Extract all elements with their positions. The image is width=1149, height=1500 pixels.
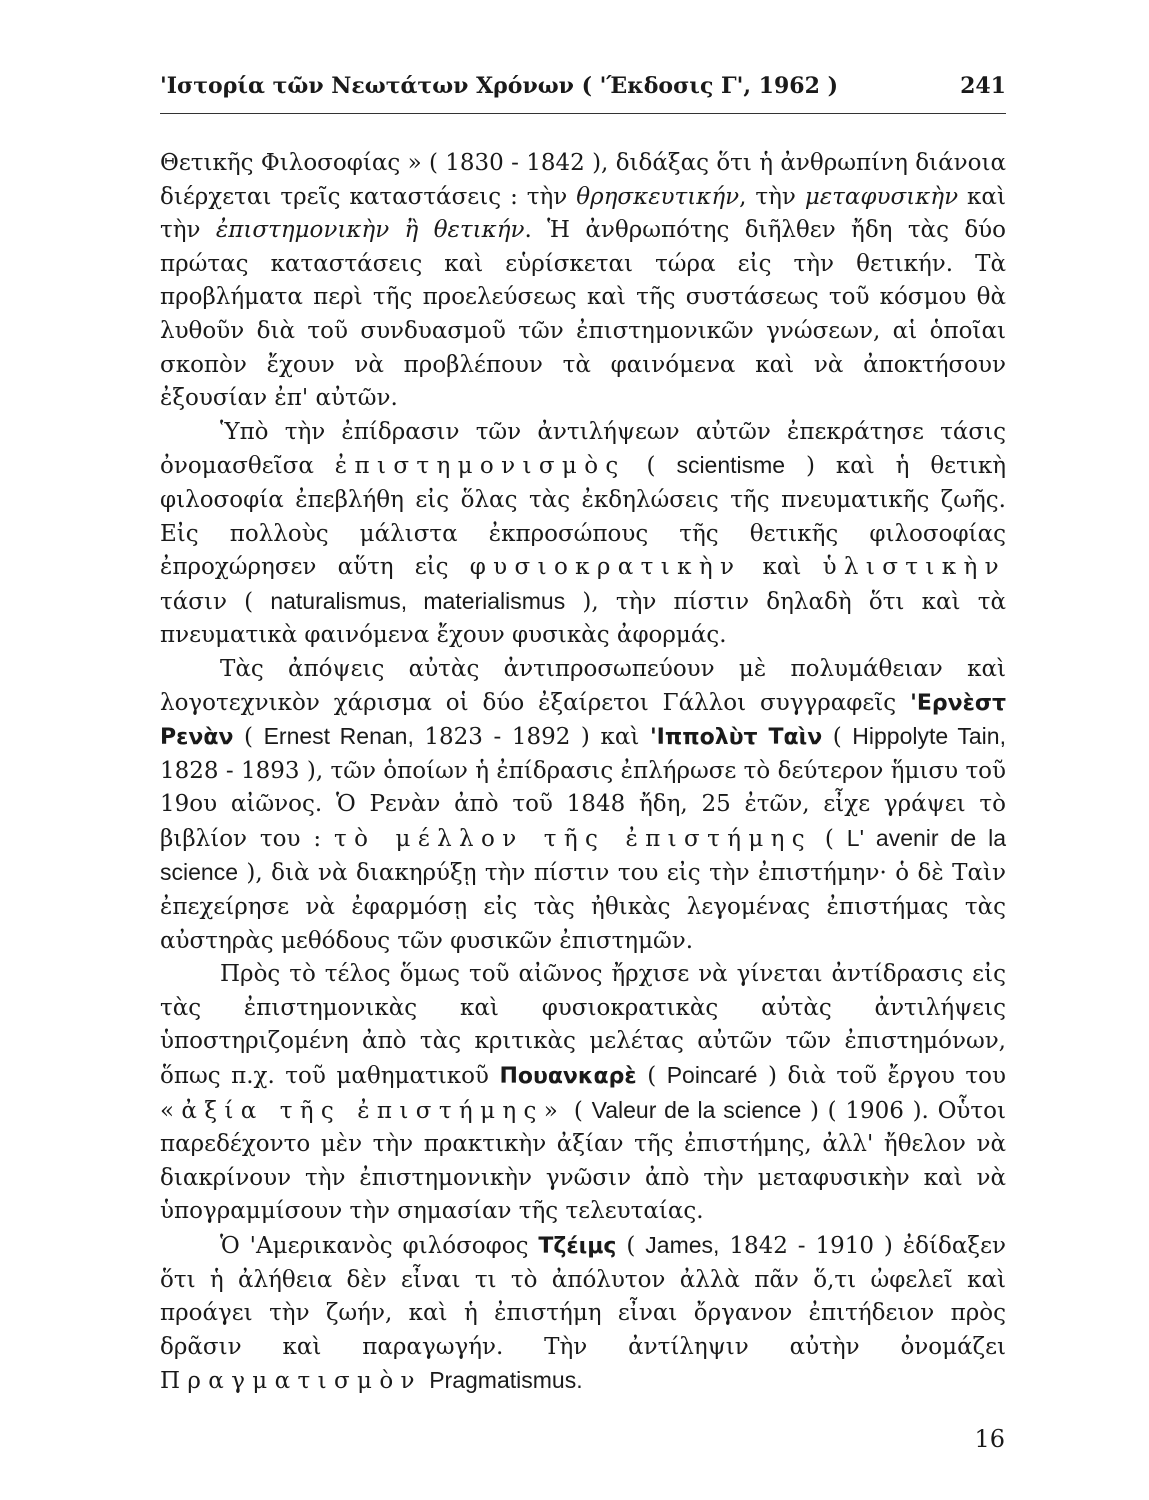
- text-run: 1823 - 1892 ) καὶ: [413, 724, 650, 751]
- spaced-term: τὸ μέλλον τῆς ἐπιστήμης: [334, 825, 813, 852]
- latin-term: L' avenir de la science: [160, 824, 1006, 886]
- text-run: (: [233, 724, 264, 751]
- text-run: καὶ τὴν: [160, 183, 1006, 244]
- latin-term: Pragmatismus.: [429, 1367, 583, 1394]
- paragraph: [160, 653, 1006, 958]
- text-run: (: [625, 453, 677, 480]
- spaced-term: φυσιοκρατικὴν: [469, 554, 742, 581]
- latin-term: Poincaré: [666, 1062, 758, 1089]
- text-run: Τὰς ἀπόψεις αὐτὰς ἀντιπροσωπεύουν μὲ πολυμάθειαν καὶ λογοτεχνικὸν χάρισμα οἱ δύο ἐξαίρετοι Γάλλοι συγγραφεῖς: [160, 655, 1006, 716]
- text-run: Ὁ 'Αμερικανὸς φιλόσοφος: [220, 1233, 539, 1259]
- text-run: Θετικῆς Φιλοσοφίας » ( 1830 - 1842 ), διδάξας ὅτι ἡ ἀνθρωπίνη διάνοια διέρχεται τρεῖς καταστάσεις : τὴν: [160, 150, 1006, 210]
- text-run: τάσιν (: [160, 588, 271, 615]
- text-run: (: [822, 724, 853, 751]
- spaced-term: ὑλιστικὴν: [822, 554, 1006, 581]
- spaced-term: ἐπιστημονισμὸς: [334, 453, 626, 480]
- paragraph: [160, 416, 1006, 653]
- latin-term: Ernest Renan,: [263, 723, 414, 750]
- body-text: [160, 147, 1006, 1399]
- italic-term: θρησκευτικήν: [576, 183, 740, 210]
- latin-term: Valeur de la science: [591, 1096, 802, 1123]
- person-name: Πουανκαρὲ: [499, 1064, 637, 1090]
- person-name: 'Ερνὲστ Ρενὰν: [160, 690, 1006, 751]
- text-run: Πρὸς τὸ τέλος ὅμως τοῦ αἰῶνος ἤρχισε νὰ γίνεται ἀντίδρασις εἰς τὰς ἐπιστημονικὰς καὶ φυσιοκρατικὰς αὐτὰς ἀντιλήψεις ὑποστηριζομένη ἀπὸ τὰς κριτικὰς μελέτας αὐτῶν τῶν ἐπιστημόνων, ὅπως π.χ. τοῦ μαθηματικοῦ: [160, 961, 1006, 1090]
- text-run: (: [616, 1233, 646, 1259]
- text-run: 1828 - 1893 ), τῶν ὁποίων ἡ ἐπίδρασις ἐπλήρωσε τὸ δεύτερον ἥμισυ τοῦ 19ου αἰῶνος. Ὁ Ρενὰν ἀπὸ τοῦ 1848 ἤδη, 25 ἐτῶν, εἶχε γράψει τὸ βιβλίον του :: [160, 757, 1006, 852]
- latin-term: James,: [645, 1232, 720, 1258]
- spaced-term: Πραγματισμὸν: [160, 1368, 422, 1395]
- text-run: ) καὶ ἡ θετικὴ φιλοσοφία ἐπεβλήθη εἰς ὅλας τὰς ἐκδηλώσεις τῆς πνευματικῆς ζωῆς. Εἰς πολλοὺς μάλιστα ἐκπροσώπους τῆς θετικῆς φιλοσοφίας ἐπροχώρησεν αὕτη εἰς: [160, 453, 1006, 581]
- text-run: ) διὰ τοῦ ἔργου του: [757, 1063, 1006, 1090]
- text-run: (: [565, 1097, 592, 1124]
- page-number: 241: [960, 73, 1006, 99]
- latin-term: Hippolyte Tain,: [852, 723, 1006, 750]
- person-name: Τζέιμς: [538, 1234, 617, 1259]
- latin-term: naturalismus, materialismus: [270, 587, 566, 614]
- running-header: [160, 73, 1006, 99]
- text-run: ), διὰ νὰ διακηρύξῃ τὴν πίστιν του εἰς τὴν ἐπιστήμην· ὁ δὲ Ταὶν ἐπεχείρησε νὰ ἐφαρμόσῃ εἰς τὰς ἠθικὰς λεγομένας ἐπιστήμας τὰς αὐστηρὰς μεθόδους τῶν φυσικῶν ἐπιστημῶν.: [160, 860, 1006, 954]
- paragraph: [160, 1229, 1006, 1399]
- text-run: Ὑπὸ τὴν ἐπίδρασιν τῶν ἀντιλήψεων αὐτῶν ἐπεκράτησε τάσις ὀνομασθεῖσα: [160, 418, 1006, 480]
- running-title: 'Ιστορία τῶν Νεωτάτων Χρόνων ( 'Έκδοσις Γ', 1962 ): [160, 73, 838, 99]
- text-run: ), τὴν πίστιν δηλαδὴ ὅτι καὶ τὰ πνευματικὰ φαινόμενα ἔχουν φυσικὰς ἀφορμάς.: [160, 588, 1006, 649]
- text-run: (: [812, 825, 847, 852]
- italic-term: ἐπιστημονικὴν ἢ θετικήν: [215, 217, 525, 244]
- spaced-term: «ἀξία τῆς ἐπιστήμης»: [160, 1097, 566, 1124]
- paragraph: [160, 958, 1006, 1229]
- latin-term: scientisme: [676, 452, 786, 479]
- text-run: 1842 - 1910 ) ἐδίδαξεν ὅτι ἡ ἀλήθεια δὲν εἶναι τι τὸ ἀπόλυτον ἀλλὰ πᾶν ὅ,τι ὠφελεῖ καὶ προάγει τὴν ζωήν, καὶ ἡ ἐπιστήμη εἶναι ὄργανον ἐπιτήδειον πρὸς δρᾶσιν καὶ παραγωγήν. Τὴν ἀντίληψιν αὐτὴν ὀνομάζει: [160, 1233, 1006, 1360]
- paragraph: [160, 147, 1006, 416]
- text-run: καὶ: [741, 554, 823, 581]
- signature-mark: 16: [974, 1425, 1005, 1453]
- person-name: 'Ιππολὺτ Ταὶν: [649, 725, 823, 751]
- italic-term: μεταφυσικὴν: [804, 183, 959, 210]
- text-run: (: [636, 1063, 667, 1090]
- text-run: . Ἡ ἀνθρωπότης διῆλθεν ἤδη τὰς δύο πρώτας καταστάσεις καὶ εὑρίσκεται τώρα εἰς τὴν θετικήν. Τὰ προβλήματα περὶ τῆς προελεύσεως καὶ τῆς συστάσεως τοῦ κόσμου θὰ λυθοῦν διὰ τοῦ συνδυασμοῦ τῶν ἐπιστημονικῶν γνώσεων, αἱ ὁποῖαι σκοπὸν ἔχουν νὰ προβλέπουν τὰ φαινόμενα καὶ νὰ ἀποκτήσουν ἐξουσίαν ἐπ' αὐτῶν.: [160, 217, 1007, 412]
- header-rule: [160, 113, 1006, 114]
- text-run: ) ( 1906 ). Οὗτοι παρεδέχοντο μὲν τὴν πρακτικὴν ἀξίαν τῆς ἐπιστήμης, ἀλλ' ἤθελον νὰ διακρίνουν τὴν ἐπιστημονικὴν γνῶσιν ἀπὸ τὴν μεταφυσικὴν καὶ νὰ ὑπογραμμίσουν τὴν σημασίαν τῆς τελευταίας.: [160, 1097, 1006, 1225]
- text-run: , τὴν: [739, 183, 805, 210]
